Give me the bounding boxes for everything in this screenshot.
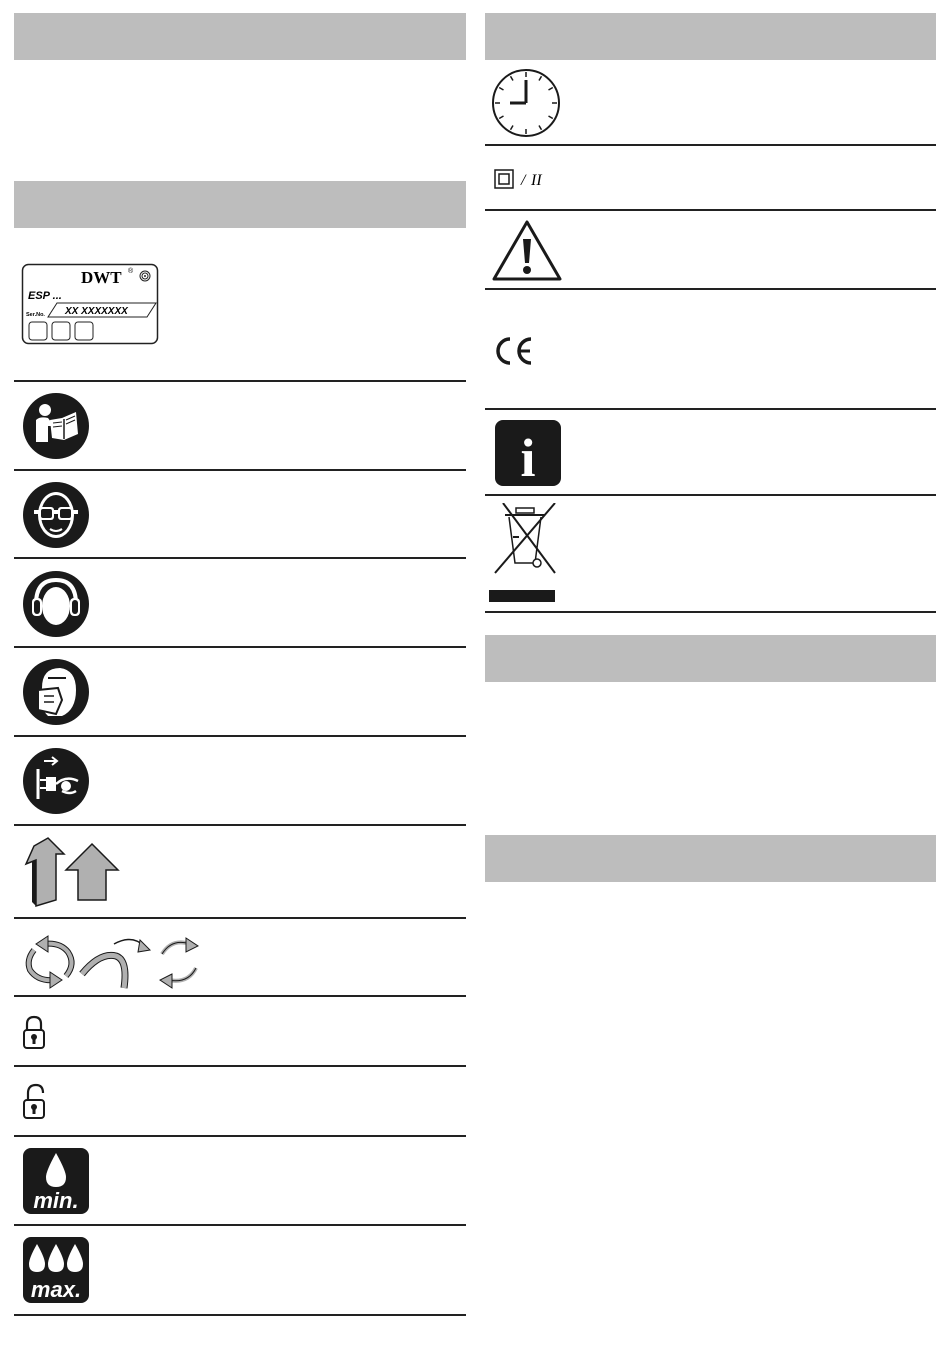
left-header-bar-1 [14,13,466,60]
upright-arrows-icon [22,836,122,908]
drop-max-icon [22,1236,90,1304]
left-rule-5 [14,735,466,737]
left-rule-8 [14,995,466,997]
serial-label: Ser.No. [26,312,45,318]
right-rule-6 [485,611,936,613]
dust-mask-icon [22,658,90,726]
protection-class-label: II [531,172,542,189]
drop-min-label: min. [33,1188,79,1213]
left-rule-3 [14,557,466,559]
clock-icon [490,67,562,139]
unplug-icon [22,747,90,815]
left-rule-11 [14,1224,466,1226]
warning-icon [491,219,563,283]
protection-class-separator: / [521,172,526,189]
left-rule-4 [14,646,466,648]
left-header-bar-2 [14,181,466,228]
left-rule-10 [14,1135,466,1137]
right-rule-5 [485,494,936,496]
right-rule-1 [485,144,936,146]
lock-icon [22,1014,46,1052]
registered-mark: ® [128,268,134,275]
right-rule-3 [485,288,936,290]
info-icon [494,419,562,487]
serial-value: XX XXXXXXX [65,306,128,317]
read-manual-icon [22,392,90,460]
brand-logo: DWT [81,268,122,287]
right-header-bar-3 [485,835,936,882]
right-rule-4 [485,408,936,410]
info-letter: i [520,428,536,487]
weee-bin-icon [489,503,561,603]
drop-min-icon [22,1147,90,1215]
unlock-icon [22,1082,48,1122]
protection-class-icon [494,169,574,191]
eye-protection-icon [22,481,90,549]
right-header-bar-2 [485,635,936,682]
right-header-bar-1 [485,13,936,60]
rotation-arrows-icon [20,934,206,992]
hearing-protection-icon [22,570,90,638]
model-label: ESP ... [28,290,62,302]
left-rule-1 [14,380,466,382]
ce-mark-icon [494,336,534,366]
left-rule-2 [14,469,466,471]
drop-max-label: max. [30,1277,82,1302]
left-rule-12 [14,1314,466,1316]
left-rule-7 [14,917,466,919]
left-rule-9 [14,1065,466,1067]
left-rule-6 [14,824,466,826]
right-rule-2 [485,209,936,211]
rating-plate [21,263,161,347]
